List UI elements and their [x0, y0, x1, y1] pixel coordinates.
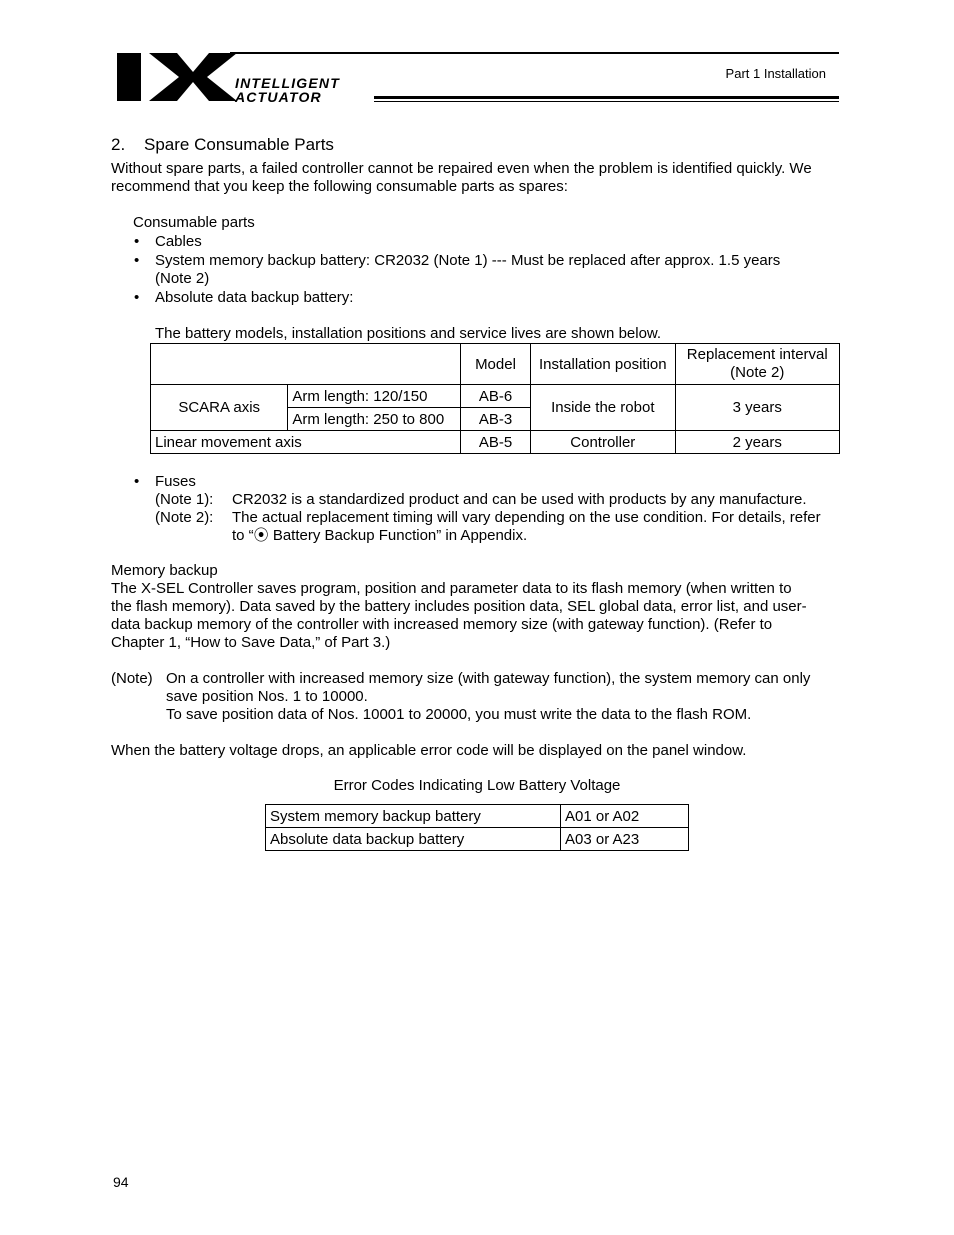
linear-position: Controller — [531, 431, 675, 454]
note-line-3: To save position data of Nos. 10001 to 20000, you must write the data to the flash ROM. — [166, 706, 752, 723]
voltage-text: When the battery voltage drops, an applicable error code will be displayed on the panel window. — [111, 742, 747, 759]
memory-backup-line-4: Chapter 1, “How to Save Data,” of Part 3.) — [111, 634, 391, 651]
arm-length-2: Arm length: 250 to 800 — [288, 408, 461, 431]
table-header-position: Installation position — [531, 344, 675, 385]
note-2-text: The actual replacement timing will vary depending on the use condition. For details, refer — [232, 509, 821, 526]
note-label: (Note) — [111, 670, 153, 687]
bullet-fuses: • Fuses — [155, 473, 196, 491]
note-line-2: save position Nos. 1 to 10000. — [166, 688, 368, 705]
table-header-blank — [151, 344, 461, 385]
consumables-label: Consumable parts — [133, 214, 255, 231]
arm-length-1: Arm length: 120/150 — [288, 385, 461, 408]
memory-backup-title: Memory backup — [111, 562, 218, 579]
header-rule-thin — [374, 101, 839, 102]
linear-axis-cell: Linear movement axis — [151, 431, 461, 454]
part-label: Part 1 Installation — [725, 66, 826, 81]
error-code-table — [265, 804, 689, 851]
error-row-code: A01 or A02 — [561, 805, 689, 828]
section-number: 2. — [111, 135, 126, 154]
intro-line-2: recommend that you keep the following consumable parts as spares: — [111, 178, 568, 195]
note-2-label: (Note 2): — [155, 509, 214, 526]
model-ab3: AB-3 — [460, 408, 530, 431]
scara-interval: 3 years — [675, 385, 840, 431]
note-line-1: On a controller with increased memory size (with gateway function), the system memory can only — [166, 670, 811, 687]
model-ab5: AB-5 — [460, 431, 530, 454]
intro-line-1: Without spare parts, a failed controller cannot be repaired even when the problem is identified quickly. We — [111, 160, 812, 177]
table-header-model: Model — [460, 344, 530, 385]
bullet-cables: • Cables — [155, 233, 202, 251]
note-1-label: (Note 1): — [155, 491, 214, 508]
scara-position: Inside the robot — [531, 385, 675, 431]
memory-backup-line-1: The X-SEL Controller saves program, position and parameter data to its flash memory (when written to — [111, 580, 792, 597]
page-number: 94 — [113, 1174, 129, 1190]
linear-interval: 2 years — [675, 431, 840, 454]
company-logo — [115, 50, 400, 105]
error-row-label: System memory backup battery — [266, 805, 561, 828]
scara-axis-cell: SCARA axis — [151, 385, 288, 431]
logo-line-1: INTELLIGENT — [235, 75, 340, 91]
error-row-code: A03 or A23 — [561, 828, 689, 851]
memory-backup-line-2: the flash memory). Data saved by the battery includes position data, SEL global data, error list, and user- — [111, 598, 807, 615]
bullet-sys-battery: • System memory backup battery: CR2032 (Note 1) --- Must be replaced after approx. 1.5 years — [155, 252, 780, 270]
battery-table-intro: The battery models, installation positions and service lives are shown below. — [155, 325, 662, 342]
error-table-caption: Error Codes Indicating Low Battery Voltage — [333, 777, 621, 794]
section-title: Spare Consumable Parts — [144, 135, 334, 154]
error-row-label: Absolute data backup battery — [266, 828, 561, 851]
bullet-abs-battery: • Absolute data backup battery: — [155, 289, 353, 307]
header-rule — [230, 52, 839, 54]
memory-backup-line-3: data backup memory of the controller with increased memory size (with gateway function). (Refer to — [111, 616, 773, 633]
logo-line-2: ACTUATOR — [235, 89, 322, 105]
model-ab6: AB-6 — [460, 385, 530, 408]
battery-table — [150, 343, 840, 454]
header-rule-thick — [374, 96, 839, 99]
note-2-text-cont: to “⦿ Battery Backup Function” in Appendix. — [232, 527, 528, 544]
note-1-text: CR2032 is a standardized product and can be used with products by any manufacture. — [232, 491, 807, 508]
table-header-interval: Replacement interval (Note 2) — [675, 344, 840, 385]
bullet-sys-battery-cont: (Note 2) — [155, 270, 210, 287]
